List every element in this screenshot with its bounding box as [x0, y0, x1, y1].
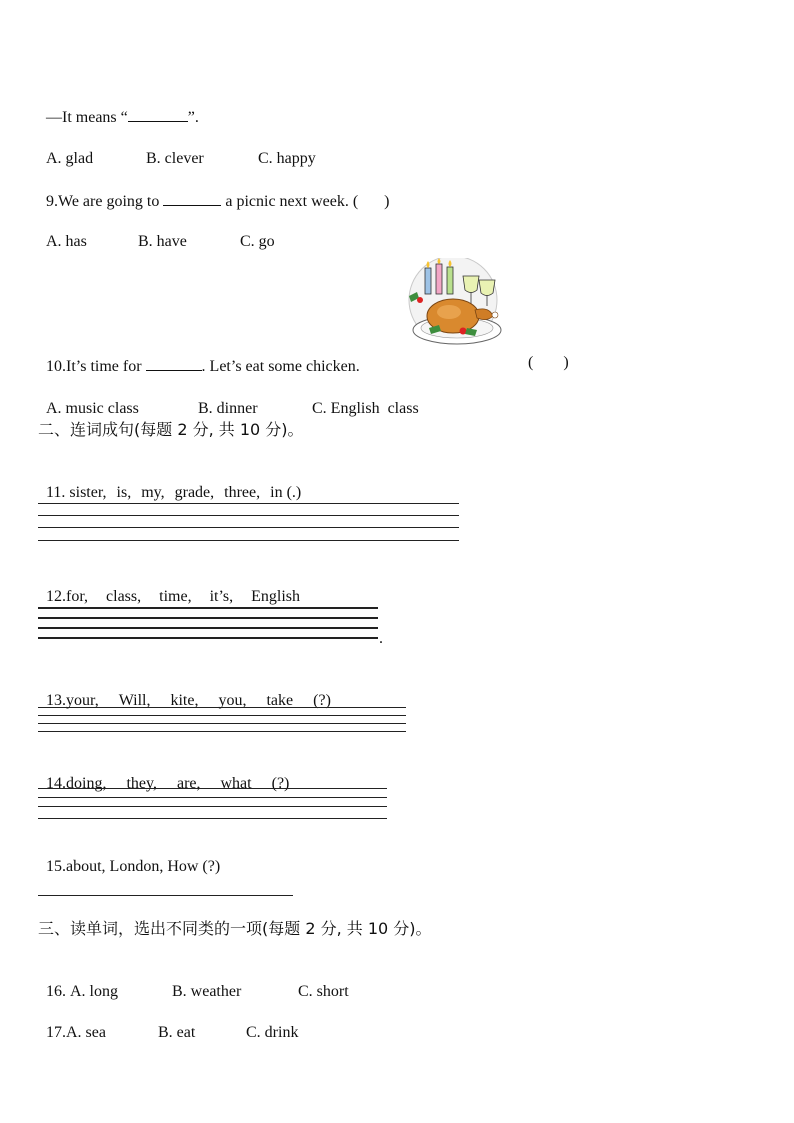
q12-words: 12.for, class, time, it’s, English — [46, 588, 301, 605]
q12-end-mark: . — [379, 630, 383, 647]
q10-blank[interactable] — [146, 356, 202, 371]
section-3-title: 三、读单词，选出不同类的一项(每题 2 分, 共 10 分)。 — [38, 919, 432, 938]
q9-option-a[interactable]: A. has — [46, 233, 87, 250]
q16-option-c[interactable]: C. short — [298, 983, 349, 1000]
q16-option-b[interactable]: B. weather — [172, 983, 242, 1000]
q17-option-c[interactable]: C. drink — [246, 1024, 299, 1041]
q11-words: 11. sister, is, my, grade, three, in (.) — [46, 484, 302, 501]
q8-stem: —It means “ ”. — [46, 109, 199, 126]
q14-words: 14.doing, they, are, what (?) — [46, 775, 290, 792]
q15-answer-line[interactable] — [38, 895, 293, 896]
roast-chicken-dinner-illustration — [405, 258, 505, 350]
q9-option-c[interactable]: C. go — [240, 233, 275, 250]
q8-blank[interactable] — [128, 107, 188, 122]
q10-option-a[interactable]: A. music class — [46, 400, 139, 417]
q10-stem: 10.It’s time for . Let’s eat some chicken. — [46, 358, 360, 375]
q17-option-b[interactable]: B. eat — [158, 1024, 196, 1041]
q17-options: 17.A. sea B. eat C. drink — [46, 1024, 299, 1041]
q15-words: 15.about, London, How (?) — [46, 858, 221, 875]
q8-option-a[interactable]: A. glad — [46, 150, 94, 167]
q8-option-b[interactable]: B. clever — [146, 150, 204, 167]
q10-option-b[interactable]: B. dinner — [198, 400, 258, 417]
q9-stem: 9.We are going to a picnic next week. ( ) — [46, 193, 390, 210]
q8-option-c[interactable]: C. happy — [258, 150, 316, 167]
q10-option-c[interactable]: C. English class — [312, 400, 419, 417]
q9-blank[interactable] — [163, 191, 221, 206]
q8-options — [38, 129, 316, 169]
q16-options: 16. A. long B. weather C. short — [46, 983, 349, 1000]
section-2-title: 二、连词成句(每题 2 分, 共 10 分)。 — [38, 420, 304, 439]
q9-option-b[interactable]: B. have — [138, 233, 187, 250]
q9-options — [38, 212, 275, 252]
q10-options — [38, 379, 419, 419]
q16-option-a[interactable]: A. long — [70, 983, 118, 1000]
q10-answer-paren[interactable]: ( ) — [528, 354, 569, 371]
q13-words: 13.your, Will, kite, you, take (?) — [46, 692, 331, 709]
q17-option-a[interactable]: A. sea — [66, 1024, 106, 1041]
